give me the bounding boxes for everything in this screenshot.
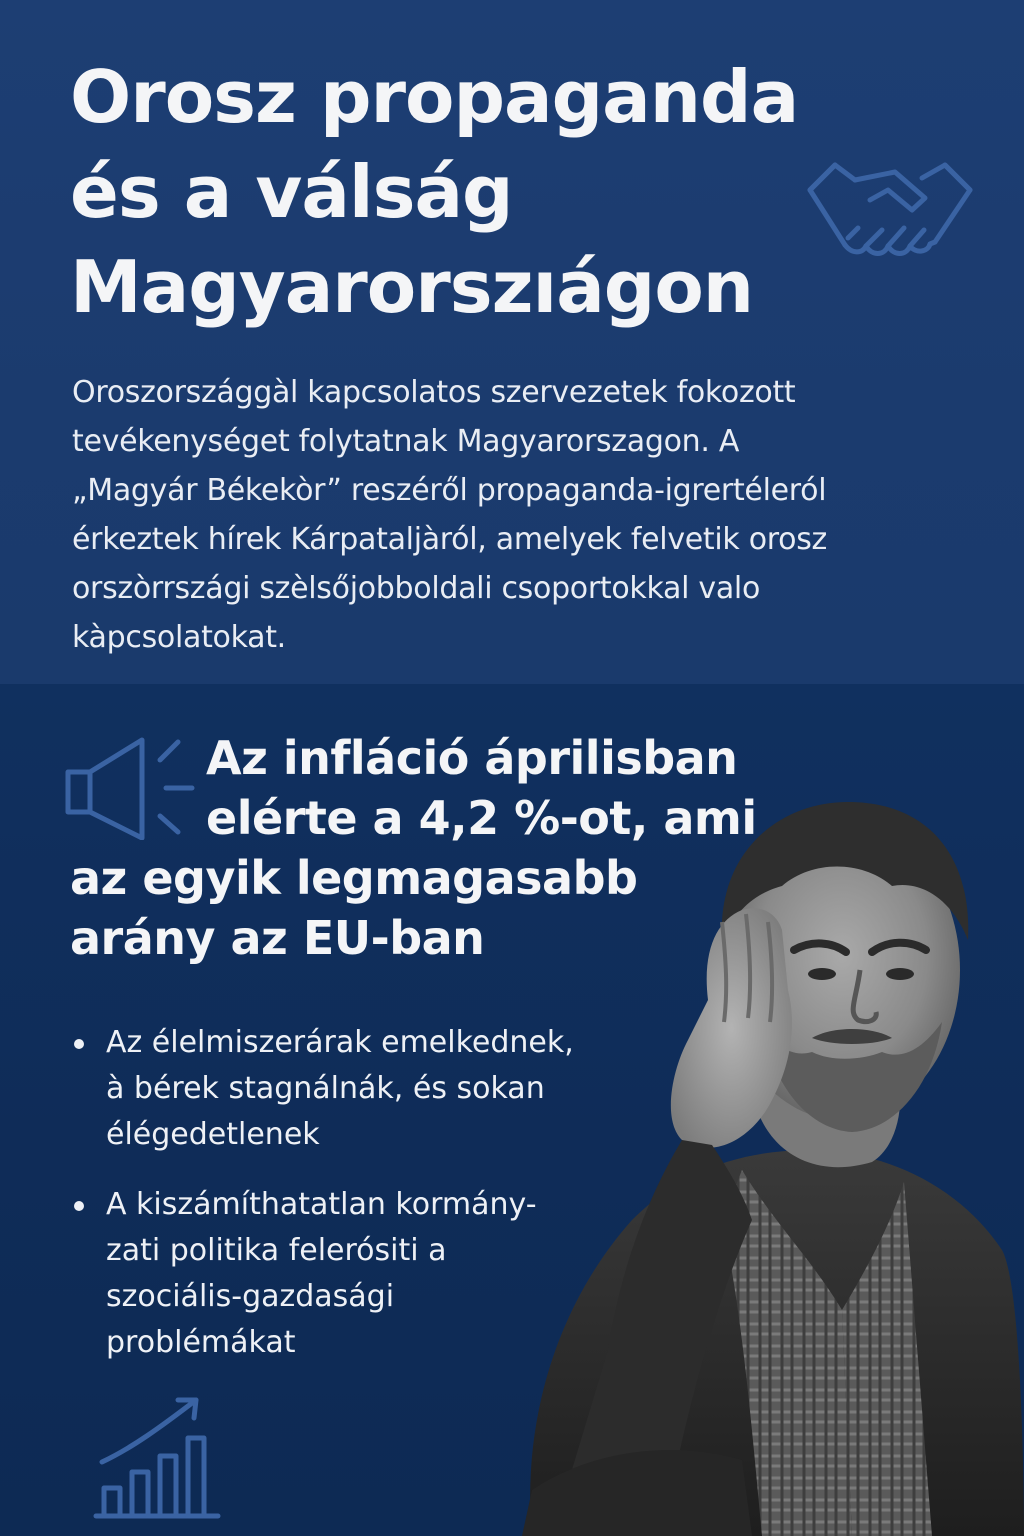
intro-line: tevékenységet folytatnak Magyarorszagon. A xyxy=(72,424,740,459)
worried-man-photo xyxy=(512,790,1024,1536)
handshake-icon xyxy=(800,150,980,280)
intro-paragraph xyxy=(72,368,972,662)
main-title-line: Magyarorszıágon xyxy=(70,245,754,329)
inflation-headline-line: az egyik legmagasabb xyxy=(70,851,638,905)
bullet-line: A kiszámíthatatlan kormány- xyxy=(106,1187,537,1222)
intro-line: Oroszországgàl kapcsolatos szervezetek fokozott xyxy=(72,375,796,410)
bullet-line: problémákat xyxy=(106,1325,296,1360)
inflation-headline-line: elérte a 4,2 %-ot, ami xyxy=(206,791,757,845)
main-title-line: és a válság xyxy=(70,150,513,234)
intro-line: kàpcsolatokat. xyxy=(72,620,286,655)
bar-chart-growth-icon xyxy=(92,1392,222,1522)
bullet-dot xyxy=(74,1039,84,1049)
intro-line: „Magyár Békekòr” reszéről propaganda-igrertéleról xyxy=(72,473,827,508)
main-title-line: Orosz propaganda xyxy=(70,55,799,139)
intro-line: érkeztek hírek Kárpataljàról, amelyek felvetik orosz xyxy=(72,522,827,557)
inflation-headline-line: arány az EU-ban xyxy=(70,911,485,965)
inflation-headline-line: Az infláció áprilisban xyxy=(206,731,738,785)
bullet-line: szociális-gazdasági xyxy=(106,1279,395,1314)
intro-line: orszòrrszági szèlsőjobboldali csoportokkal valo xyxy=(72,571,761,606)
bullet-line: élégedetlenek xyxy=(106,1117,320,1152)
bullet-dot xyxy=(74,1201,84,1211)
bullet-line: à bérek stagnálnák, és sokan xyxy=(106,1071,545,1106)
bullet-line: Az élelmiszerárak emelkednek, xyxy=(106,1025,574,1060)
bullet-line: zati politika felerósiti a xyxy=(106,1233,447,1268)
